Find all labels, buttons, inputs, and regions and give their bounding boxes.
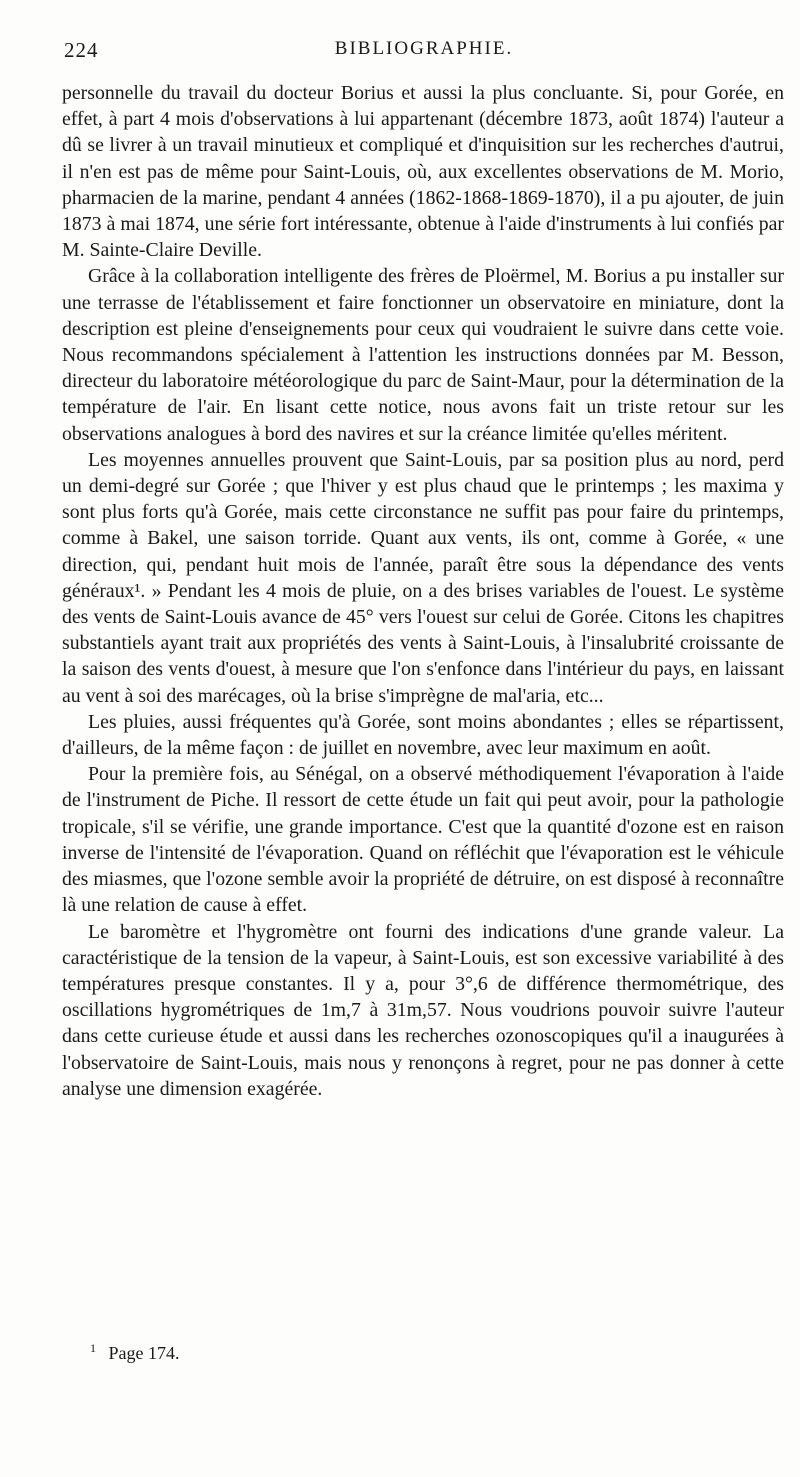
page-number: 224 xyxy=(64,38,99,62)
running-head: BIBLIOGRAPHIE. xyxy=(334,38,514,59)
paragraph: Pour la première fois, au Sénégal, on a observé méthodiquement l'évaporation à l'aide de l'instrument de Piche. Il ressort de cette étude un fait qui peut avoir, pour la pathologie tropicale, s'il se vérifie, une grande importance. C'est que la quantité d'ozone est en raison inverse de l'intensité de l'évaporation. Quand on réfléchit que l'évaporation est le véhicule des miasmes, que l'ozone semble avoir la propriété de détruire, on est disposé à reconnaître là une relation de cause à effet. xyxy=(62,763,784,917)
paragraph: personnelle du travail du docteur Borius et aussi la plus concluante. Si, pour Gorée, en effet, à part 4 mois d'observations à lui appartenant (décembre 1873, août 1874) l'auteur a dû se livrer à un travail minutieux et compliqué et d'inquisition sur les recherches d'autrui, il n'en est pas de même pour Saint-Louis, où, aux excellentes observations de M. Morio, pharmacien de la marine, pendant 4 années (1862-1868-1869-1870), il a pu ajouter, de juin 1873 à mai 1874, une série fort intéressante, obtenue à l'aide d'instruments à lui confiés par M. Sainte-Claire Deville. xyxy=(62,82,784,262)
page-header xyxy=(64,38,784,68)
paragraph: Les moyennes annuelles prouvent que Saint-Louis, par sa position plus au nord, perd un demi-degré sur Gorée ; que l'hiver y est plus chaud que le printemps ; les maxima y sont plus forts qu'à Gorée, mais cette circonstance ne suffit pas pour faire du printemps, comme à Bakel, une saison torride. Quant aux vents, ils ont, comme à Gorée, « une direction, qui, pendant huit mois de l'année, paraît être sous la dépendance des vents généraux¹. » Pendant les 4 mois de pluie, on a des brises variables de l'ouest. Le système des vents de Saint-Louis avance de 45° vers l'ouest sur celui de Gorée. Citons les chapitres substantiels ayant trait aux propriétés des vents à Saint-Louis, à l'insalubrité croissante de la saison des vents d'ouest, à mesure que l'on s'enfonce dans l'intérieur du pays, en laissant au vent à soi des marécages, où la brise s'imprègne de mal'aria, etc... xyxy=(62,448,784,707)
paragraph: Le baromètre et l'hygromètre ont fourni des indications d'une grande valeur. La caractéristique de la tension de la vapeur, à Saint-Louis, est son excessive variabilité à des températures presque constantes. Il y a, pour 3°,6 de différence thermométrique, des oscillations hygrométriques de 1m,7 à 31m,57. Nous voudrions pouvoir suivre l'auteur dans cette curieuse étude et aussi dans les recherches ozonoscopiques qu'il a inaugurées à l'observatoire de Saint-Louis, mais nous y renonçons à regret, pour ne pas donner à cette analyse une dimension exagérée. xyxy=(62,920,784,1100)
paragraph: Les pluies, aussi fréquentes qu'à Gorée, sont moins abondantes ; elles se répartissent, d'ailleurs, de la même façon : de juillet en novembre, avec leur maximum en août. xyxy=(62,710,784,760)
paragraph: Grâce à la collaboration intelligente des frères de Ploërmel, M. Borius a pu installer sur une terrasse de l'établissement et faire fonctionner un observatoire en miniature, dont la description est pleine d'enseignements pour ceux qui voudraient le suivre dans cette voie. Nous recommandons spécialement à l'attention les instructions données par M. Besson, directeur du laboratoire météorologique du parc de Saint-Maur, pour la détermination de la température de l'air. En lisant cette notice, nous avons fait un triste retour sur les observations analogues à bord des navires et sur la créance limitée qu'elles méritent. xyxy=(62,265,784,445)
footnote-marker: 1 xyxy=(90,1341,96,1355)
body-text xyxy=(62,80,784,1102)
footnote-text: Page 174. xyxy=(108,1343,180,1363)
footnote xyxy=(90,1336,180,1365)
